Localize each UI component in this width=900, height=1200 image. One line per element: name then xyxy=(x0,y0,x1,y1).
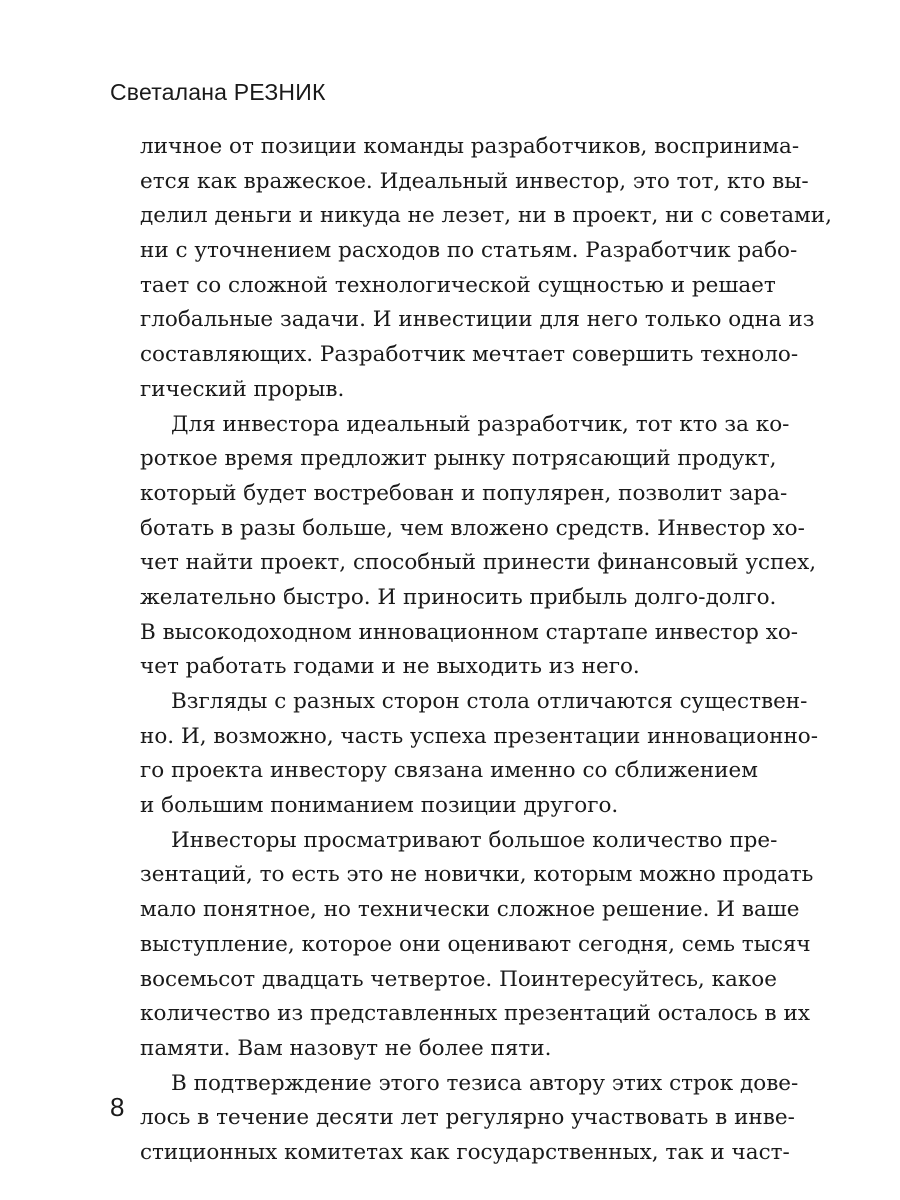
paragraph xyxy=(140,1067,799,1171)
text-line: ется как вражеское. Идеальный инвестор, это тот, кто вы- xyxy=(140,168,809,194)
text-line: составляющих. Разработчик мечтает совершить техноло- xyxy=(140,342,799,368)
text-line: чет найти проект, способный принести финансовый успех, xyxy=(140,550,817,576)
text-line: го проекта инвестору связана именно со сближением xyxy=(140,758,758,784)
paragraph xyxy=(140,408,817,686)
page-number: 8 xyxy=(110,1092,125,1122)
text-line: тает со сложной технологической сущностью и решает xyxy=(140,272,776,298)
paragraph xyxy=(140,130,832,408)
text-line: и большим пониманием позиции другого. xyxy=(140,793,619,819)
text-line: ни с уточнением расходов по статьям. Разработчик рабо- xyxy=(140,238,798,264)
text-line: восемьсот двадцать четвертое. Поинтересуйтесь, какое xyxy=(140,966,777,992)
text-line: Взгляды с разных сторон стола отличаются существен- xyxy=(171,689,808,714)
text-line: выступление, которое они оценивают сегодня, семь тысяч xyxy=(140,931,811,957)
running-head: Светалана РЕЗНИК xyxy=(110,79,326,105)
text-line: В подтверждение этого тезиса автору этих строк дове- xyxy=(171,1070,799,1096)
text-line: ботать в разы больше, чем вложено средств. Инвестор хо- xyxy=(140,515,805,541)
paragraph xyxy=(140,824,814,1067)
text-line: роткое время предложит рынку потрясающий продукт, xyxy=(140,446,777,472)
text-line: мало понятное, но технически сложное решение. И ваше xyxy=(140,897,800,923)
text-line: желательно быстро. И приносить прибыль долго-долго. xyxy=(140,584,777,610)
text-line: который будет востребован и популярен, позволит зара- xyxy=(140,480,788,506)
text-line: гический прорыв. xyxy=(140,376,345,402)
paragraph xyxy=(140,685,819,824)
text-line: но. И, возможно, часть успеха презентации инновационно- xyxy=(140,723,819,749)
text-line: лось в течение десяти лет регулярно участвовать в инве- xyxy=(140,1105,795,1131)
body-text xyxy=(140,130,832,1171)
text-line: зентаций, то есть это не новички, которым можно продать xyxy=(140,862,814,888)
text-line: делил деньги и никуда не лезет, ни в проект, ни с советами, xyxy=(140,203,832,229)
text-line: глобальные задачи. И инвестиции для него только одна из xyxy=(140,307,815,333)
text-line: количество из представленных презентаций осталось в их xyxy=(140,1001,810,1027)
text-line: В высокодоходном инновационном стартапе инвестор хо- xyxy=(140,619,799,645)
text-line: Инвесторы просматривают большое количество пре- xyxy=(171,827,778,853)
text-line: чет работать годами и не выходить из него. xyxy=(140,654,640,680)
text-line: стиционных комитетах как государственных, так и част- xyxy=(140,1139,790,1165)
text-line: памяти. Вам назовут не более пяти. xyxy=(140,1035,552,1061)
text-line: Для инвестора идеальный разработчик, тот кто за ко- xyxy=(171,411,790,437)
text-line: личное от позиции команды разработчиков, воспринима- xyxy=(140,134,800,159)
